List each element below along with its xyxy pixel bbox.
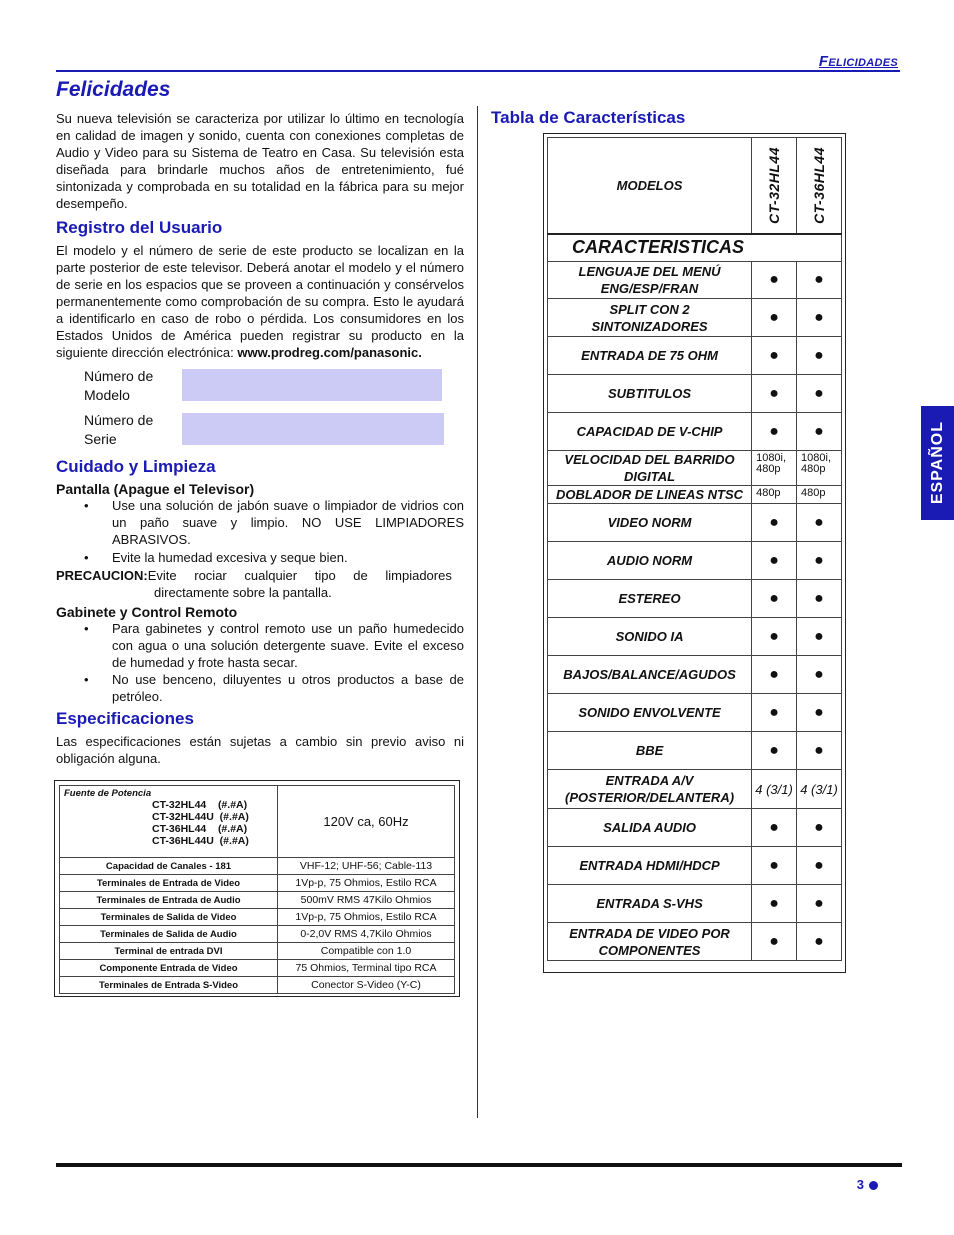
table-row [548,770,842,809]
table-row [548,732,842,770]
header-title: Felicidades [818,53,898,70]
column-divider [477,106,478,1118]
feature-name: VIDEO NORM [548,504,752,542]
bullet-icon: ● [752,809,797,847]
bullet-icon: ● [752,504,797,542]
table-row: Terminales de Entrada de Audio 500mV RMS 47Kilo Ohmios [60,892,455,909]
feature-name: ENTRADA S-VHS [548,885,752,923]
modelo-row [56,365,464,409]
registro-url[interactable]: www.prodreg.com/panasonic. [237,345,422,360]
feature-value: 1080i, 480p [752,451,797,486]
fuente-label: Fuente de Potencia [64,788,152,799]
cuidado-title: Cuidado y Limpieza [56,457,216,476]
table-row: Capacidad de Canales - 181 VHF-12; UHF-56; Cable-113 [60,858,455,875]
feature-name: SALIDA AUDIO [548,809,752,847]
bullet-icon: ● [797,375,842,413]
bullet-icon: ● [797,885,842,923]
registro-text: El modelo y el número de serie de este producto se localizan en la parte posterior de este televisor. Deberá anotar el modelo y el número de serie en los espacios que se proveen a continuación y consérvelos permanentemente como comprobación de su compra. Esto le ayudará a identificarlo en caso de robo o pérdida. Los consumidores en los Estados Unidos de América pueden registrar su producto en la siguiente dirección electrónica: www.prodreg.com/panasonic. [56,243,464,360]
modelo-label: Número de Modelo [84,368,154,403]
bullet-icon: ● [752,656,797,694]
pantalla-item: • Evite la humedad excesiva y seque bien. [56,549,464,566]
caracteristicas-title: Tabla de Características [491,108,686,127]
feature-name: BAJOS/BALANCE/AGUDOS [548,656,752,694]
spec-table [59,785,455,994]
feature-value: 4 (3/1) [752,770,797,809]
feature-name: DOBLADOR DE LINEAS NTSC [548,486,752,504]
intro-title: Felicidades [56,78,171,101]
bullet-icon: ● [797,847,842,885]
bullet-icon: ● [752,847,797,885]
bullet-icon: ● [752,299,797,337]
table-row [548,234,842,262]
pantalla-item: • Use una solución de jabón suave o limpiador de vidrios con un paño suave y limpio. NO USE LIMPIADORES ABRASIVOS. [56,497,464,548]
intro-text: Su nueva televisión se caracteriza por utilizar lo último en tecnología en calidad de imagen y sonido, cuenta con conexiones completas de Audio y Video para su Sistema de Teatro en Casa. Su televisión esta diseñada para brindarle muchos años de entretenimiento, fué sintonizada y comprobada en su totalidad en la fábrica para su mejor desempeño. [56,111,464,211]
bullet-icon: ● [797,618,842,656]
modelo-field[interactable] [182,369,442,401]
feature-name: VELOCIDAD DEL BARRIDO DIGITAL [548,451,752,486]
table-row [548,413,842,451]
fuente-cell [60,786,278,858]
language-tab [921,406,954,520]
bullet-icon: ● [797,413,842,451]
features-body [548,262,842,961]
footer-rule [56,1163,902,1167]
feature-name: ENTRADA HDMI/HDCP [548,847,752,885]
serie-row [56,409,464,453]
gabinete-item: • Para gabinetes y control remoto use un paño humedecido con agua o una solución detergente suave. Evite el exceso de humedad y frote hasta secar. [56,620,464,671]
model-list: CT-32HL44 (#.#A) CT-32HL44U (#.#A) CT-36HL44 (#.#A) CT-36HL44U (#.#A) [152,799,249,847]
bullet-icon: ● [752,262,797,299]
feature-name: LENGUAJE DEL MENÚ ENG/ESP/FRAN [548,262,752,299]
feature-value: 4 (3/1) [797,770,842,809]
bullet-icon: ● [797,580,842,618]
gabinete-item: • No use benceno, diluyentes u otros productos a base de petróleo. [56,671,464,705]
bullet-icon: ● [797,504,842,542]
feature-name: SPLIT CON 2 SINTONIZADORES [548,299,752,337]
feature-name: CAPACIDAD DE V-CHIP [548,413,752,451]
table-row [548,618,842,656]
model-a-header: CT-32HL44 [752,138,797,234]
feature-value: 1080i, 480p [797,451,842,486]
precaucion-cont: directamente sobre la pantalla. [154,585,332,600]
bullet-icon: ● [752,694,797,732]
bullet-icon: ● [797,337,842,375]
bullet-icon: ● [752,413,797,451]
modelos-label: MODELOS [548,138,752,234]
bullet-icon: ● [752,542,797,580]
spec-table-frame [54,780,460,997]
bullet-icon: ● [797,732,842,770]
table-row: Terminal de entrada DVI Compatible con 1.0 [60,943,455,960]
table-row [60,786,455,858]
table-row [548,580,842,618]
table-row [548,299,842,337]
bullet-icon: ● [797,694,842,732]
model-b-header: CT-36HL44 [797,138,842,234]
registro-title: Registro del Usuario [56,218,223,237]
table-row [548,542,842,580]
table-row [548,138,842,234]
page-header [56,50,900,72]
serie-field[interactable] [182,413,444,445]
feature-name: ENTRADA A/V (POSTERIOR/DELANTERA) [548,770,752,809]
table-row [548,375,842,413]
precaucion: PRECAUCION:Evite rociar cualquier tipo de limpiadores [56,568,452,583]
language-tab-label: ESPAÑOL [928,421,946,505]
bullet-icon: ● [752,885,797,923]
feature-name: ENTRADA DE VIDEO POR COMPONENTES [548,923,752,961]
table-row [548,694,842,732]
especificaciones-text: Las especificaciones están sujetas a cambio sin previo aviso ni obligación alguna. [56,734,464,766]
table-row [548,656,842,694]
table-row [548,451,842,486]
table-row [548,809,842,847]
table-row [548,337,842,375]
feature-name: SONIDO IA [548,618,752,656]
feature-name: AUDIO NORM [548,542,752,580]
features-table-frame [543,133,846,973]
pantalla-title: Pantalla (Apague el Televisor) [56,481,255,497]
table-row: Terminales de Salida de Video 1Vp-p, 75 Ohmios, Estilo RCA [60,909,455,926]
table-row [548,486,842,504]
features-table [547,137,842,961]
bullet-icon: ● [797,656,842,694]
table-row: Terminales de Salida de Audio 0-2,0V RMS 4,7Kilo Ohmios [60,926,455,943]
table-row: Terminales de Entrada S-Video Conector S-Video (Y-C) [60,977,455,994]
bullet-icon: ● [797,809,842,847]
page-number: 3 [857,1177,878,1192]
left-column [56,78,464,767]
feature-value: 480p [752,486,797,504]
feature-value: 480p [797,486,842,504]
bullet-icon: ● [797,542,842,580]
gabinete-title: Gabinete y Control Remoto [56,604,238,620]
table-row [548,847,842,885]
table-row [548,885,842,923]
table-row [548,262,842,299]
bullet-icon: ● [752,618,797,656]
table-row [548,504,842,542]
feature-name: SONIDO ENVOLVENTE [548,694,752,732]
feature-name: SUBTITULOS [548,375,752,413]
serie-label: Número de Serie [84,412,154,447]
especificaciones-title: Especificaciones [56,709,194,728]
feature-name: ENTRADA DE 75 OHM [548,337,752,375]
bullet-icon: ● [752,580,797,618]
table-row [548,923,842,961]
bullet-icon: ● [752,923,797,961]
bullet-icon: ● [752,732,797,770]
table-row: Terminales de Entrada de Video 1Vp-p, 75 Ohmios, Estilo RCA [60,875,455,892]
fuente-value: 120V ca, 60Hz [278,786,455,858]
caracteristicas-label: CARACTERISTICAS [548,234,842,262]
bullet-icon: ● [797,299,842,337]
table-row: Componente Entrada de Video 75 Ohmios, Terminal tipo RCA [60,960,455,977]
bullet-icon [869,1181,878,1190]
feature-name: ESTEREO [548,580,752,618]
bullet-icon: ● [752,375,797,413]
bullet-icon: ● [797,923,842,961]
bullet-icon: ● [752,337,797,375]
feature-name: BBE [548,732,752,770]
bullet-icon: ● [797,262,842,299]
